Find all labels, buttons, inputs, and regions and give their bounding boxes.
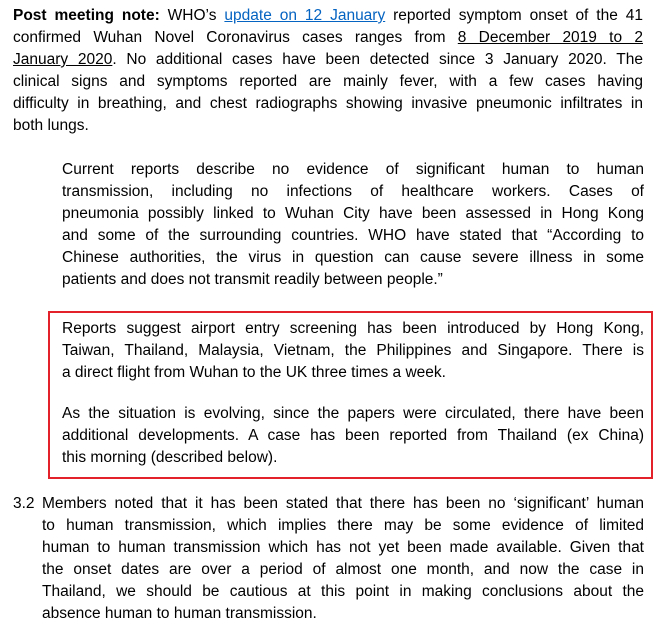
quote-line: pneumonia possibly linked to Wuhan City have been assessed in Hong Kong [62, 205, 644, 222]
note-line: both lungs. [13, 117, 89, 134]
paragraph-line: to human transmission, which implies there may be some evidence of limited [42, 517, 644, 534]
highlight-line: Reports suggest airport entry screening has been introduced by Hong Kong, [62, 320, 644, 337]
paragraph-line: Members noted that it has been stated that there has been no ‘significant’ human [42, 495, 644, 512]
note-label: Post meeting note: [13, 7, 160, 24]
update-link[interactable]: update on 12 January [224, 7, 386, 24]
highlight-line: additional developments. A case has been reported from Thailand (ex China) [62, 427, 644, 444]
highlight-line: a direct flight from Wuhan to the UK three times a week. [62, 364, 446, 381]
highlighted-paragraph [62, 318, 644, 384]
quoted-paragraph [62, 159, 644, 291]
paragraph-line: human to human transmission which has not yet been made available. Given that [42, 539, 644, 556]
date-range-end: January 2020 [13, 51, 113, 68]
post-meeting-note [13, 5, 643, 137]
highlight-line: Taiwan, Thailand, Malaysia, Vietnam, the Philippines and Singapore. There is [62, 342, 644, 359]
note-line: confirmed Wuhan Novel Coronavirus cases ranges from 8 December 2019 to 2 [13, 29, 643, 46]
highlighted-paragraph [62, 403, 644, 469]
paragraph-line: the onset dates are over a period of almost one month, and now the case in [42, 561, 644, 578]
quote-line: Chinese authorities, the virus in question can cause severe illness in some [62, 249, 644, 266]
paragraph-line: Thailand, we should be cautious at this point in making conclusions about the [42, 583, 644, 600]
note-line: Post meeting note: WHO’s update on 12 January reported symptom onset of the 41 [13, 7, 644, 24]
quote-line: transmission, including no infections of healthcare workers. Cases of [62, 183, 644, 200]
highlight-line: this morning (described below). [62, 449, 278, 466]
quote-line: and some of the surrounding countries. WHO have stated that “According to [62, 227, 644, 244]
paragraph-3-2 [42, 493, 644, 625]
note-line: January 2020. No additional cases have been detected since 3 January 2020. The [13, 51, 644, 68]
note-line: clinical signs and symptoms reported are mainly fever, with a few cases having [13, 73, 643, 90]
paragraph-line: absence human to human transmission. [42, 605, 317, 622]
section-number: 3.2 [13, 495, 35, 512]
quote-line: Current reports describe no evidence of significant human to human [62, 161, 644, 178]
quote-line: patients and does not transmit readily between people.” [62, 271, 443, 288]
note-line: difficulty in breathing, and chest radiographs showing invasive pneumonic infiltrates in [13, 95, 643, 112]
date-range: 8 December 2019 to 2 [457, 29, 643, 46]
highlight-line: As the situation is evolving, since the papers were circulated, there have been [62, 405, 644, 422]
